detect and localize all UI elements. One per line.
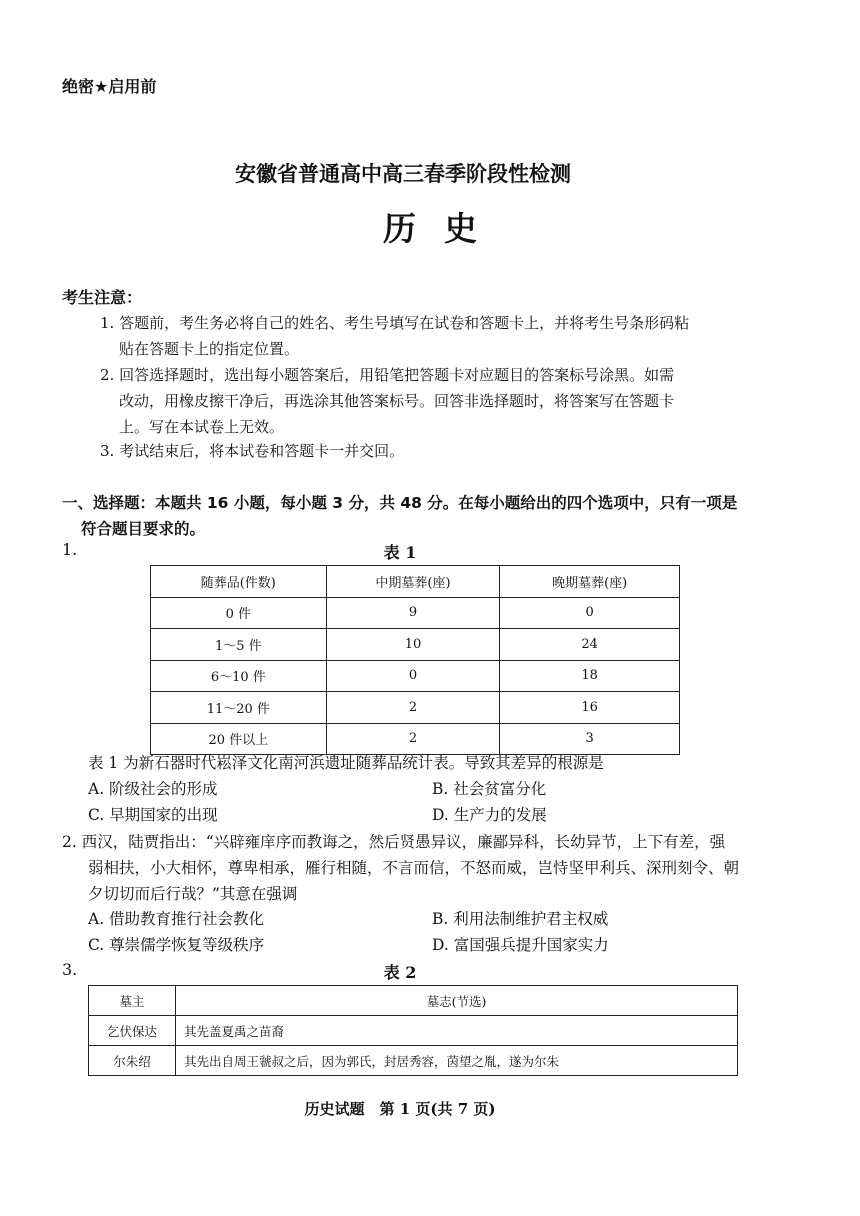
q1-stem: 表 1 为新石器时代崧泽文化南河浜遗址随葬品统计表。导致其差异的根源是: [88, 754, 604, 772]
table-row: [151, 629, 680, 661]
table-cell: 1～5 件: [151, 629, 327, 661]
table-cell: 2: [326, 723, 500, 755]
section-line: 一、选择题：本题共 16 小题，每小题 3 分，共 48 分。在每小题给出的四个选项中，只有一项是: [62, 494, 738, 512]
table-cell: 10: [326, 629, 500, 661]
q2-option-c: C. 尊崇儒学恢复等级秩序: [88, 936, 265, 954]
table-cell: 0: [500, 597, 680, 629]
secret-mark: 绝密★启用前: [62, 77, 157, 96]
table-cell: 其先盖夏禹之苗裔: [176, 1016, 738, 1046]
table-cell: 尔朱绍: [89, 1046, 176, 1076]
q1-table-caption: 表 1: [383, 543, 417, 562]
table-cell: 0 件: [151, 597, 327, 629]
notice-item-line: 3. 考试结束后，将本试卷和答题卡一并交回。: [100, 442, 405, 460]
q2-option-a: A. 借助教育推行社会教化: [88, 910, 265, 928]
q1-option-a: A. 阶级社会的形成: [88, 780, 218, 798]
q3-table: [88, 985, 738, 1076]
table-cell: 16: [500, 692, 680, 724]
table-cell: 20 件以上: [151, 723, 327, 755]
table-row: [89, 1046, 738, 1076]
notice-heading: 考生注意：: [62, 288, 143, 307]
table-cell: 6～10 件: [151, 660, 327, 692]
q1-option-c: C. 早期国家的出现: [88, 806, 218, 824]
q2-stem-line: 弱相扶，小大相怀，尊卑相承，雁行相随，不言而信，不怒而威，岂恃坚甲利兵、深刑刻令、朝: [88, 859, 740, 877]
page-footer: 历史试题 第 1 页(共 7 页): [304, 1100, 496, 1118]
table-cell: 18: [500, 660, 680, 692]
notice-item-2: [100, 362, 740, 440]
notice-item-line: 2. 回答选择题时，选出每小题答案后，用铅笔把答题卡对应题目的答案标号涂黑。如需: [100, 366, 675, 384]
q3-number: 3.: [62, 960, 78, 979]
table-cell: 其先出自周王虢叔之后，因为郭氏，封居秀容，茵望之胤，遂为尔朱: [176, 1046, 738, 1076]
table-row: [151, 660, 680, 692]
notice-item-3: [100, 438, 740, 464]
table-cell: 24: [500, 629, 680, 661]
notice-item-line: 贴在答题卡上的指定位置。: [119, 340, 300, 358]
table-cell: 3: [500, 723, 680, 755]
table-cell: 0: [326, 660, 500, 692]
subject-title: 历史: [383, 209, 505, 248]
table-header-cell: 墓主: [89, 986, 176, 1016]
table-row: [151, 692, 680, 724]
table-cell: 9: [326, 597, 500, 629]
notice-item-line: 上。写在本试卷上无效。: [119, 418, 285, 436]
table-header-cell: 晚期墓葬(座): [500, 566, 680, 598]
notice-item-line: 1. 答题前，考生务必将自己的姓名、考生号填写在试卷和答题卡上，并将考生号条形码粘: [100, 314, 690, 332]
table-cell: 11～20 件: [151, 692, 327, 724]
q2-stem-line: 夕切切而后行哉？”其意在强调: [88, 885, 298, 903]
table-row: [151, 597, 680, 629]
q1-number: 1.: [62, 540, 78, 559]
q3-table-caption: 表 2: [383, 963, 417, 982]
table-header-row: [89, 986, 738, 1016]
table-header-cell: 中期墓葬(座): [326, 566, 500, 598]
q1-option-b: B. 社会贫富分化: [432, 780, 547, 798]
q2-option-d: D. 富国强兵提升国家实力: [432, 936, 609, 954]
table-cell: 2: [326, 692, 500, 724]
table-cell: 乞伏保达: [89, 1016, 176, 1046]
q1-option-d: D. 生产力的发展: [432, 806, 547, 824]
notice-item-line: 改动，用橡皮擦干净后，再选涂其他答案标号。回答非选择题时，将答案写在答题卡: [119, 392, 675, 410]
table-header-cell: 墓志(节选): [176, 986, 738, 1016]
section-heading: [62, 490, 742, 542]
table-header-cell: 随葬品(件数): [151, 566, 327, 598]
table-row: [89, 1016, 738, 1046]
q2-option-b: B. 利用法制维护君主权威: [432, 910, 609, 928]
q2-stem-line: 2. 西汉，陆贾指出：“兴辟雍庠序而教诲之，然后贤愚异议，廉鄙异科，长幼异节，上下有差，强: [62, 833, 726, 851]
q2-stem: [62, 829, 752, 907]
section-line: 符合题目要求的。: [81, 520, 206, 538]
notice-item-1: [100, 310, 740, 362]
table-header-row: [151, 566, 680, 598]
q1-table: [150, 565, 680, 755]
exam-title: 安徽省普通高中高三春季阶段性检测: [235, 161, 571, 186]
